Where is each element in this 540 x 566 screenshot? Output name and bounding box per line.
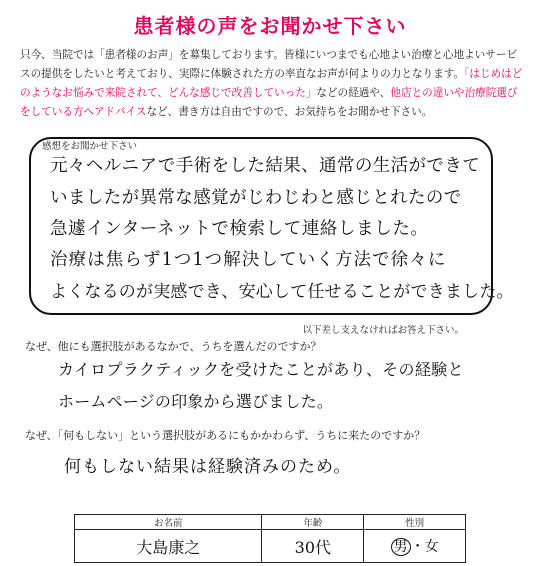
impression-line-5: よくなるのが実感でき、安心して任せることができました。 xyxy=(50,282,514,302)
question-2: なぜ、「何もしない」という選択肢があるにもかかわらず、うちに来たのですか？ xyxy=(25,429,426,442)
page-title: 患者様の声をお聞かせ下さい xyxy=(133,14,407,38)
intro-text-2: などの経過や、 xyxy=(316,87,391,99)
impression-line-4: 治療は焦らず1つ1つ解決していく方法で徐々に xyxy=(50,250,447,270)
intro-highlight-1: 「はじめはどのようなお悩みで来院されて、どんな感じで改善していった」 xyxy=(20,68,523,99)
impressions-label: 感想をお聞かせ下さい xyxy=(42,141,138,152)
impression-line-1: 元々ヘルニアで手術をした結果、通常の生活ができて xyxy=(50,156,481,176)
info-header-row xyxy=(75,515,466,530)
intro-text-3: など、書き方は自由ですので、お気持ちをお聞かせ下さい。 xyxy=(146,106,433,118)
sex-separator: ・ xyxy=(410,539,425,555)
intro-text-1: 只今、当院では「患者様のお声」を募集しております。皆様にいつまでも心地よい治療と心地よいサービスの提供をしたいと考えており、実際に体験された方の率直なお声が何よりの力となります。 xyxy=(20,49,518,80)
impression-line-3: 急遽インターネットで検索して連絡しました。 xyxy=(50,219,429,239)
age-header: 年齢 xyxy=(262,515,364,530)
intro-highlight-2: 他店との違いや治療院選びをしている方へアドバイス xyxy=(20,87,518,118)
question-1: なぜ、他にも選択肢があるなかで、うちを選んだのですか？ xyxy=(25,340,322,353)
name-header: お名前 xyxy=(75,515,262,530)
age-value: 30代 xyxy=(262,530,364,563)
optional-note: 以下差し支えなければお答え下さい。 xyxy=(302,325,464,336)
info-table xyxy=(74,514,466,563)
sex-female: 女 xyxy=(424,539,439,555)
sex-header: 性別 xyxy=(364,515,466,530)
name-value: 大島康之 xyxy=(75,530,262,563)
impression-line-2: いましたが異常な感覚がじわじわと感じとれたので xyxy=(50,188,462,208)
intro-paragraph xyxy=(20,46,525,122)
answer-2: 何もしない結果は経験済みのため。 xyxy=(64,457,352,477)
sex-value xyxy=(364,530,466,563)
sex-male-circled: 男 xyxy=(391,538,411,556)
answer-1-line-2: ホームページの印象から選びました。 xyxy=(58,392,334,411)
info-value-row xyxy=(75,530,466,563)
answer-1-line-1: カイロプラクティックを受けたことがあり、その経験と xyxy=(58,360,464,379)
